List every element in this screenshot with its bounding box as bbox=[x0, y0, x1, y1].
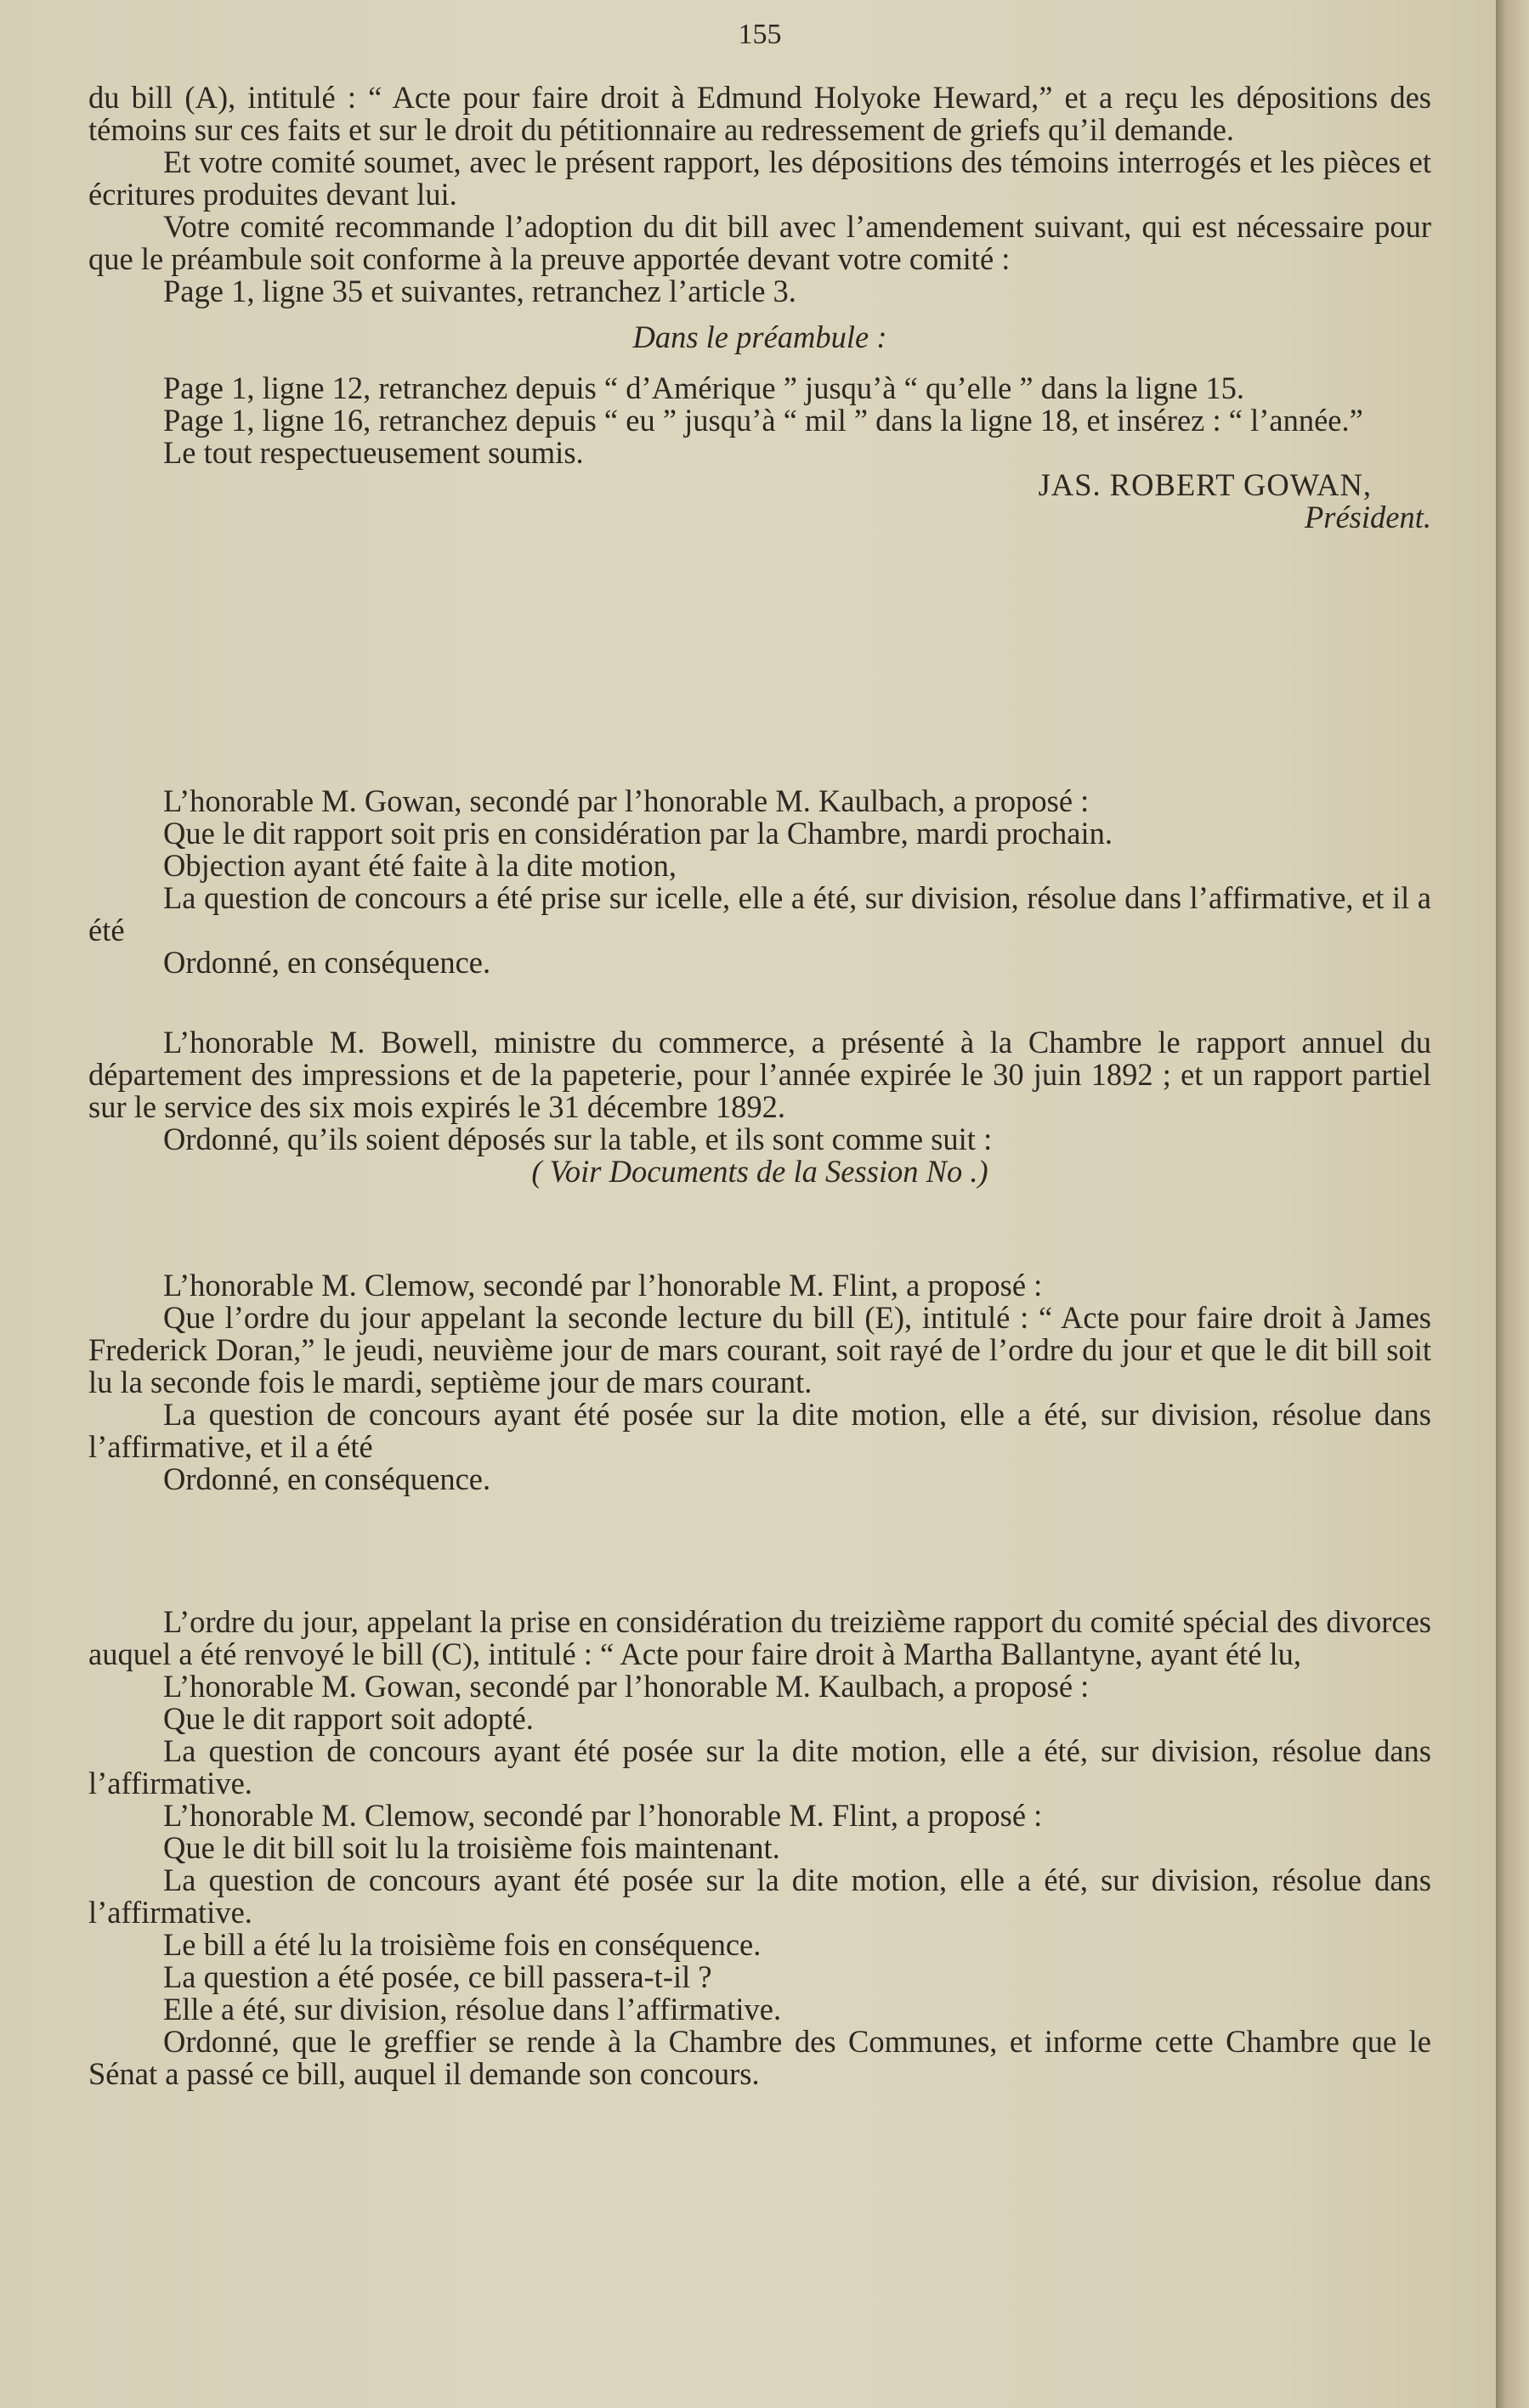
motion-paragraph: Ordonné, que le greffier se rende à la Chambre des Communes, et informe cette Chambre que le Sénat a passé ce bill, auquel il demande son concours. bbox=[88, 2024, 1431, 2091]
preamble-heading: Dans le préambule : bbox=[632, 319, 887, 354]
amendment-line: Page 1, ligne 16, retranchez depuis “ eu ” jusqu’à “ mil ” dans la ligne 18, et insérez : “ l’année.” bbox=[163, 403, 1363, 438]
motion-paragraph: La question de concours ayant été posée sur la dite motion, elle a été, sur division, résolue dans l’affirmative. bbox=[88, 1863, 1431, 1930]
motion-paragraph: Que l’ordre du jour appelant la seconde lecture du bill (E), intitulé : “ Acte pour faire droit à James Frederick Doran,” le jeudi, neuvième jour de mars courant, soit rayé de l’ordre du jour et que le dit bill soit lu la seconde fois le mardi, septième jour de mars courant. bbox=[88, 1300, 1431, 1399]
motion-paragraph: Le bill a été lu la troisième fois en conséquence. bbox=[163, 1927, 762, 1962]
motion-paragraph: Que le dit rapport soit adopté. bbox=[163, 1701, 534, 1736]
motion-paragraph: Ordonné, en conséquence. bbox=[163, 945, 491, 980]
motion-paragraph: L’ordre du jour, appelant la prise en considération du treizième rapport du comité spécial des divorces auquel a été renvoyé le bill (C), intitulé : “ Acte pour faire droit à Martha Ballantyne, ayant été lu, bbox=[88, 1604, 1431, 1671]
motion-clemow bbox=[88, 1269, 1431, 1495]
motion-paragraph: La question de concours ayant été posée sur la dite motion, elle a été, sur division, résolue dans l’affirmative. bbox=[88, 1733, 1431, 1800]
motion-paragraph: L’honorable M. Gowan, secondé par l’honorable M. Kaulbach, a proposé : bbox=[163, 783, 1090, 818]
amendment-line: Page 1, ligne 12, retranchez depuis “ d’Amérique ” jusqu’à “ qu’elle ” dans la ligne 15. bbox=[163, 370, 1244, 405]
motion-gowan bbox=[88, 785, 1431, 979]
motion-paragraph: L’honorable M. Clemow, secondé par l’honorable M. Flint, a proposé : bbox=[163, 1798, 1043, 1833]
report-paragraph: Votre comité recommande l’adoption du dit bill avec l’amendement suivant, qui est nécessaire pour que le préambule soit conforme à la preuve apportée devant votre comité : bbox=[88, 209, 1431, 276]
motion-paragraph: Que le dit rapport soit pris en considération par la Chambre, mardi prochain. bbox=[163, 816, 1113, 851]
signature-name: JAS. ROBERT GOWAN, bbox=[1038, 467, 1372, 502]
motion-paragraph: Objection ayant été faite à la dite motion, bbox=[163, 848, 677, 883]
motion-paragraph: La question a été posée, ce bill passera-t-il ? bbox=[163, 1959, 712, 1994]
page-number: 155 bbox=[738, 19, 782, 50]
closing-line: Le tout respectueusement soumis. bbox=[163, 435, 584, 470]
motion-paragraph: L’honorable M. Clemow, secondé par l’honorable M. Flint, a proposé : bbox=[163, 1268, 1043, 1303]
motion-paragraph: Ordonné, en conséquence. bbox=[163, 1461, 491, 1496]
motion-paragraph: L’honorable M. Bowell, ministre du commerce, a présenté à la Chambre le rapport annuel du département des impressions et de la papeterie, pour l’année expirée le 30 juin 1892 ; et un rapport partiel sur le service des six mois expirés le 31 décembre 1892. bbox=[88, 1025, 1431, 1124]
report-paragraph: Et votre comité soumet, avec le présent rapport, les dépositions des témoins interrogés et les pièces et écritures produites devant lui. bbox=[88, 144, 1431, 212]
motion-paragraph: Que le dit bill soit lu la troisième fois maintenant. bbox=[163, 1830, 780, 1865]
motion-paragraph: Ordonné, qu’ils soient déposés sur la table, et ils sont comme suit : bbox=[163, 1122, 993, 1156]
motion-paragraph: L’honorable M. Gowan, secondé par l’honorable M. Kaulbach, a proposé : bbox=[163, 1669, 1090, 1704]
motion-paragraph: La question de concours ayant été posée sur la dite motion, elle a été, sur division, résolue dans l’affirmative, et il a été bbox=[88, 1397, 1431, 1464]
documents-reference: ( Voir Documents de la Session No .) bbox=[531, 1154, 988, 1189]
report-paragraph: du bill (A), intitulé : “ Acte pour faire droit à Edmund Holyoke Heward,” et a reçu les dépositions des témoins sur ces faits et sur le droit du pétitionnaire au redressement de griefs qu’il demande. bbox=[88, 80, 1431, 147]
amendment-line: Page 1, ligne 35 et suivantes, retranchez l’article 3. bbox=[163, 274, 796, 308]
motion-paragraph: Elle a été, sur division, résolue dans l’affirmative. bbox=[163, 1992, 782, 2026]
motion-paragraph: La question de concours a été prise sur icelle, elle a été, sur division, résolue dans l’affirmative, et il a été bbox=[88, 880, 1431, 947]
divorce-bill-section bbox=[88, 1606, 1431, 2090]
committee-report bbox=[88, 82, 1431, 534]
motion-bowell bbox=[88, 1026, 1431, 1188]
page-binding-edge bbox=[1496, 0, 1529, 2408]
signature-title: Président. bbox=[1304, 500, 1431, 534]
